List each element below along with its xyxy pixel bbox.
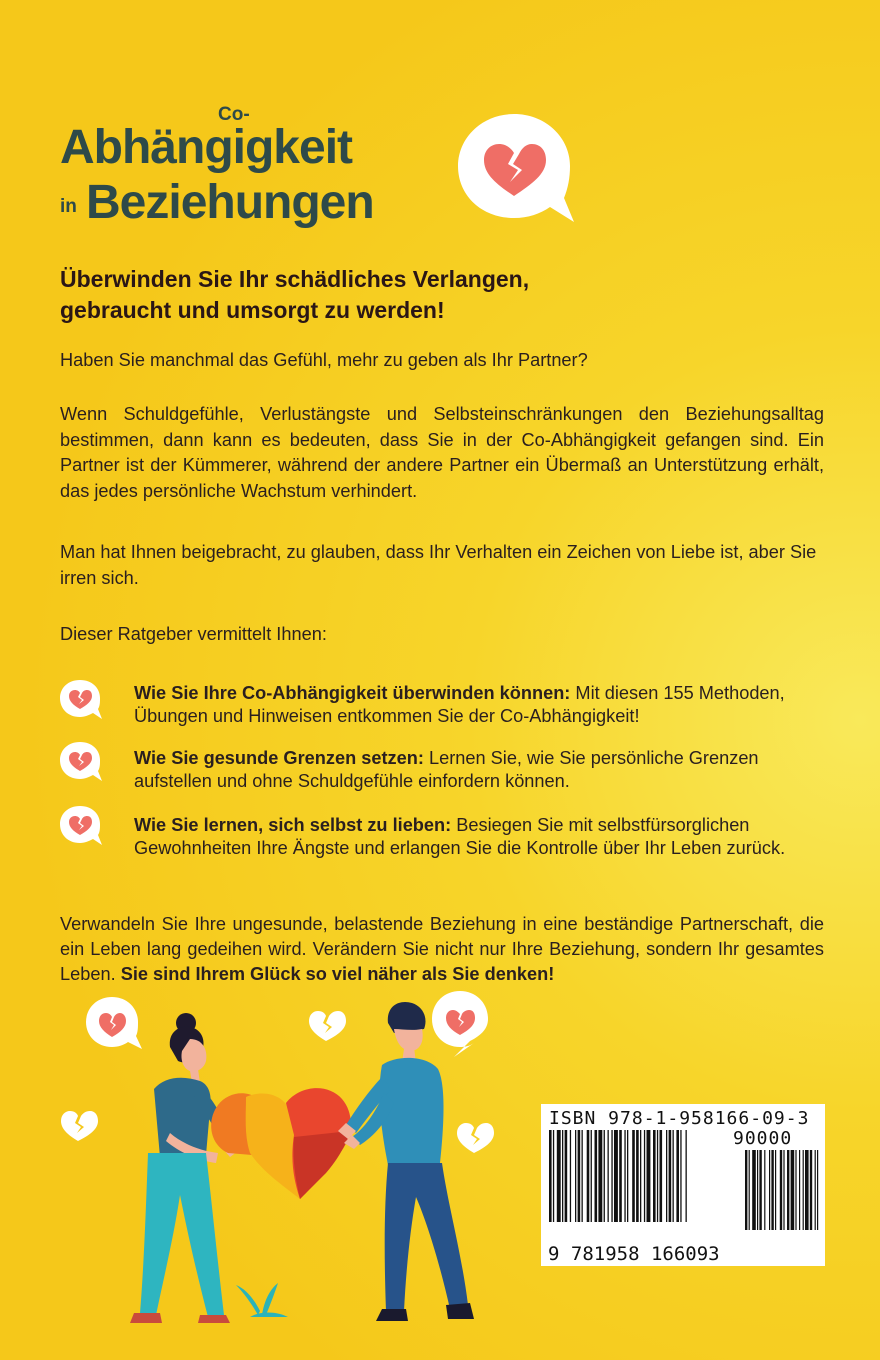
broken-heart-bullet-icon bbox=[58, 678, 104, 722]
closing-bold: Sie sind Ihrem Glück so viel näher als Sie denken! bbox=[120, 964, 555, 984]
title-in: in bbox=[60, 196, 77, 217]
bullet-text: Lernen Sie, wie Sie persönliche Grenzen aufstellen und ohne Schuldgefühle einfordern können. bbox=[134, 748, 759, 791]
speech-bubble-heart-icon bbox=[86, 997, 142, 1049]
closing-text: Verwandeln Sie Ihre ungesunde, belastende Beziehung in eine beständige Partnerschaft, die ein Leben lang gedeihen wird. Verändern Sie nicht nur Ihre Beziehung, sondern Ihr gesamtes Leben. bbox=[60, 914, 824, 984]
title-line-2: Beziehungen bbox=[86, 176, 374, 229]
broken-heart-icon bbox=[61, 1111, 98, 1141]
bullet-item bbox=[134, 747, 824, 792]
heart-puzzle bbox=[211, 1088, 351, 1199]
bullet-text: Mit diesen 155 Methoden, Übungen und Hinweisen entkommen Sie der Co-Abhängigkeit! bbox=[134, 683, 785, 726]
bullet-item bbox=[134, 814, 824, 859]
headline-line-1: Überwinden Sie Ihr schädliches Verlangen, bbox=[60, 266, 530, 292]
broken-heart-icon bbox=[457, 1123, 494, 1153]
intro-paragraph: Haben Sie manchmal das Gefühl, mehr zu geben als Ihr Partner? bbox=[60, 350, 588, 370]
woman-figure bbox=[130, 1013, 238, 1323]
couple-heart-puzzle-illustration bbox=[50, 985, 520, 1330]
headline-line-2: gebraucht und umsorgt zu werden! bbox=[60, 297, 445, 323]
man-figure bbox=[338, 1002, 474, 1321]
bullet-title: Wie Sie Ihre Co-Abhängigkeit überwinden können: bbox=[134, 683, 571, 703]
bullet-title: Wie Sie lernen, sich selbst zu lieben: bbox=[134, 815, 452, 835]
title-line-1: Abhängigkeit bbox=[60, 121, 353, 174]
body-paragraph-2: Wenn Schuldgefühle, Verlustängste und Selbsteinschränkungen den Beziehungsalltag bestimmen, dann kann es bedeuten, dass Sie in der Co-Abhängigkeit gefangen sind. Ein Partner ist der Kümmerer, während der andere Partner ein Übermaß an Unterstützung erhält, das jedes persönliche Wachstum verhindert. bbox=[60, 404, 824, 501]
broken-heart-bullet-icon bbox=[58, 740, 104, 784]
isbn-price-addon: 90000 bbox=[733, 1128, 793, 1149]
broken-heart-speech-bubble-icon bbox=[452, 110, 578, 228]
bullet-title: Wie Sie gesunde Grenzen setzen: bbox=[134, 748, 424, 768]
isbn-number-label: ISBN 978-1-958166-09-3 bbox=[549, 1108, 810, 1129]
title-prefix: Co- bbox=[218, 104, 250, 125]
closing-paragraph bbox=[60, 912, 824, 987]
broken-heart-bullet-icon bbox=[58, 804, 104, 848]
plant-icon bbox=[236, 1283, 288, 1317]
list-intro: Dieser Ratgeber vermittelt Ihnen: bbox=[60, 624, 327, 644]
body-paragraph-3: Man hat Ihnen beigebracht, zu glauben, dass Ihr Verhalten ein Zeichen von Liebe ist, aber Sie irren sich. bbox=[60, 542, 817, 588]
headline bbox=[60, 264, 820, 326]
bullet-text: Besiegen Sie mit selbstfürsorglichen Gewohnheiten Ihre Ängste und erlangen Sie die Kontrolle über Ihr Leben zurück. bbox=[134, 815, 786, 858]
broken-heart-icon bbox=[309, 1011, 346, 1041]
speech-bubble-heart-icon bbox=[432, 991, 488, 1057]
bullet-item bbox=[134, 682, 824, 727]
isbn-ean-digits: 9 781958 166093 bbox=[548, 1243, 720, 1265]
